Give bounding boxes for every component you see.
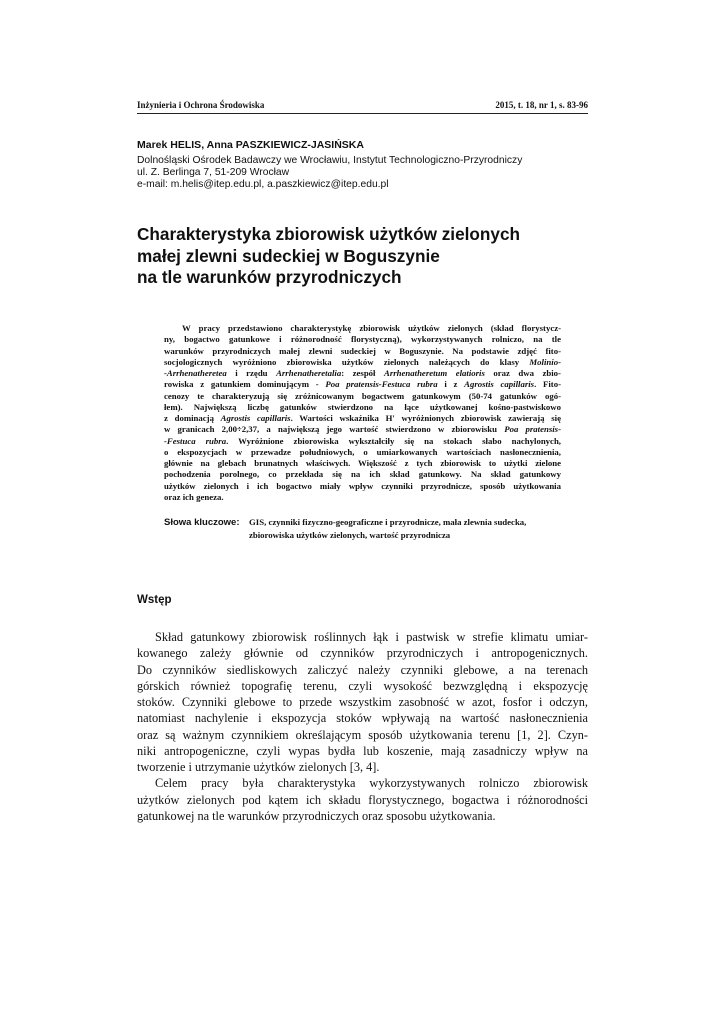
body-line: Do czynników siedliskowych zaliczyć należy czynniki glebowe, a na terenach bbox=[137, 662, 588, 677]
keywords-line: zbiorowiska użytków zielonych, wartość przyrodnicza bbox=[249, 530, 451, 540]
body-line: górskich również topografię terenu, czyli wysokość bezwzględną i ekspozycję bbox=[137, 678, 588, 693]
abstract-line: -Festuca rubra. Wyróżnione zbiorowiska wykształciły się na stokach słabo nachylonych, bbox=[164, 435, 561, 446]
body-line: Celem pracy była charakterystyka wykorzystywanych rolniczo zbiorowisk bbox=[155, 776, 588, 791]
abstract-line: W pracy przedstawiono charakterystykę zbiorowisk użytków zielonych (skład florystycz- bbox=[182, 323, 561, 333]
abstract-line: warunków przyrodniczych małej zlewni sudeckiej w Boguszynie. Na podstawie zdjęć fito- bbox=[164, 345, 561, 356]
title-line: na tle warunków przyrodniczych bbox=[137, 267, 402, 287]
abstract-line: ny, bogactwo gatunkowe i różnorodność florystyczną), wykorzystywanych rolniczo, na tle bbox=[164, 334, 561, 345]
abstract-line: oraz ich geneza. bbox=[164, 491, 224, 502]
abstract-line: socjologicznych wyróżniono zbiorowiska użytków zielonych należących do klasy Molinio- bbox=[164, 356, 562, 367]
keywords-line: GIS, czynniki fizyczno-geograficzne i przyrodnicze, mała zlewnia sudecka, bbox=[249, 517, 527, 527]
abstract-line: łem). Największą liczbę gatunków stwierdzono na łące użytkowanej kośno-pastwiskowo bbox=[164, 401, 561, 412]
affiliation-institution: Dolnośląski Ośrodek Badawczy we Wrocławiu, Instytut Technologiczno-Przyrodniczy bbox=[137, 155, 523, 166]
section-heading: Wstęp bbox=[137, 594, 172, 606]
running-header bbox=[137, 100, 588, 113]
affiliation-address: ul. Z. Berlinga 7, 51-209 Wrocław bbox=[137, 167, 290, 178]
abstract-line: -Arrhenatheretea i rzędu Arrhenatheretalia: zespół Arrhenatheretum elatioris oraz dwa zbio- bbox=[164, 368, 561, 378]
abstract-line: rowiska z gatunkiem dominującym - Poa pratensis-Festuca rubra i z Agrostis capillaris. Fito- bbox=[164, 379, 561, 390]
abstract-line: użytków zielonych i ich bogactwo miały wpływ czynniki przyrodnicze, sposób użytkowania bbox=[164, 480, 561, 491]
author-list: Marek HELIS, Anna PASZKIEWICZ-JASIŃSKA bbox=[137, 139, 364, 151]
body-line: oraz są ważnym czynnikiem określającym sposób użytkowania terenu [1, 2]. Czyn- bbox=[137, 727, 588, 742]
keywords-label: Słowa kluczowe: bbox=[164, 517, 240, 528]
abstract-line: o ekspozycjach w przewadze południowych, o umiarkowanych wartościach nasłonecznienia, bbox=[164, 446, 561, 457]
body-line: kowanego zależy głównie od czynników przyrodniczych i antropogenicznych. bbox=[137, 646, 588, 661]
title-line: małej zlewni sudeckiej w Boguszynie bbox=[137, 245, 440, 266]
body-line: stoków. Czynniki glebowe to przede wszystkim zasobność w azot, fosfor i odczyn, bbox=[137, 695, 588, 709]
abstract-line: w granicach 2,00÷2,37, a największą jego wartość stwierdzono w zbiorowisku Poa pratensis- bbox=[164, 424, 561, 435]
title-line: Charakterystyka zbiorowisk użytków zielonych bbox=[137, 224, 521, 244]
body-line: gatunkowej na tle warunków przyrodniczych oraz sposobu użytkowania. bbox=[137, 808, 496, 823]
section-body bbox=[137, 629, 588, 824]
body-line: użytków zielonych pod kątem ich składu florystycznego, bogactwa i różnorodności bbox=[137, 792, 588, 807]
body-line: Skład gatunkowy zbiorowisk roślinnych łąk i pastwisk w strefie klimatu umiar- bbox=[155, 630, 588, 644]
body-line: tworzenie i utrzymanie użytków zielonych [3, 4]. bbox=[137, 760, 380, 774]
body-line: natomiast nachylenie i ekspozycja stoków wpływają na wartość nasłonecznienia bbox=[137, 711, 588, 726]
abstract-line: z dominacją Agrostis capillaris. Wartości wskaźnika H' wyróżnionych zbiorowisk zawierają się bbox=[164, 413, 561, 423]
issue-info: 2015, t. 18, nr 1, s. 83-96 bbox=[495, 100, 588, 110]
header-divider bbox=[137, 113, 588, 114]
abstract-line: pochodzenia porolnego, co przekłada się na ich skład gatunkowy. Na skład gatunkowy bbox=[164, 469, 561, 480]
abstract-line: głównie na glebach brunatnych właściwych. Większość z tych zbiorowisk to użytki zielone bbox=[164, 458, 561, 468]
abstract-line: cenozy te charakteryzują się zróżnicowanym bogactwem gatunkowym (50-74 gatunków ogó- bbox=[164, 390, 561, 401]
abstract bbox=[164, 323, 561, 503]
paper-title bbox=[137, 224, 588, 289]
affiliation-email: e-mail: m.helis@itep.edu.pl, a.paszkiewicz@itep.edu.pl bbox=[137, 179, 389, 190]
body-line: niki antropogeniczne, czyli wypas bydła lub koszenie, mają zasadniczy wpływ na bbox=[137, 743, 588, 758]
journal-name: Inżynieria i Ochrona Środowiska bbox=[137, 100, 265, 110]
